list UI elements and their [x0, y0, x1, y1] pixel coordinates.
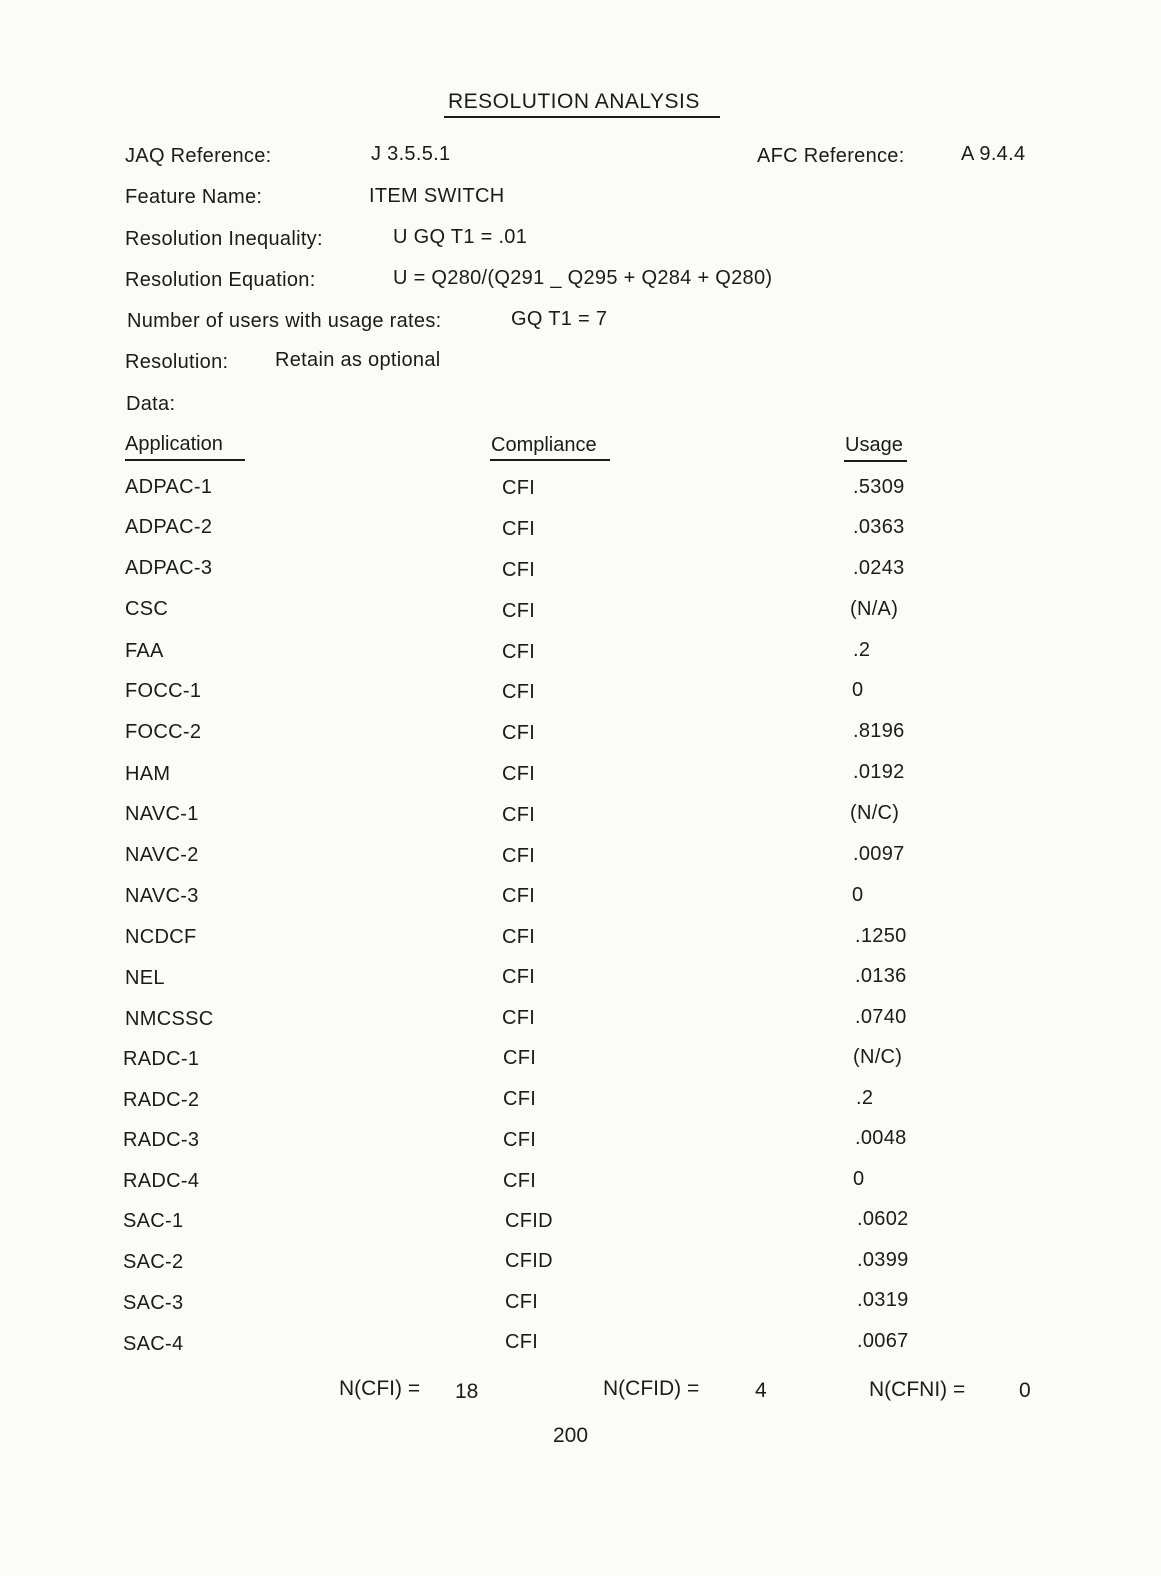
- users-count-label: Number of users with usage rates:: [127, 310, 442, 332]
- usage-cell: .0740: [855, 1006, 907, 1028]
- compliance-cell: CFI: [503, 1129, 537, 1151]
- compliance-cell: CFI: [502, 966, 536, 988]
- usage-cell: (N/A): [850, 598, 899, 620]
- compliance-cell: CFI: [502, 926, 536, 948]
- application-cell: ADPAC-1: [125, 476, 213, 498]
- application-cell: ADPAC-3: [125, 557, 213, 579]
- page-title: RESOLUTION ANALYSIS: [448, 90, 700, 113]
- application-cell: SAC-4: [123, 1333, 184, 1355]
- afc-reference-value: A 9.4.4: [961, 143, 1026, 165]
- application-cell: CSC: [125, 598, 169, 620]
- resolution-label: Resolution:: [125, 351, 229, 373]
- jaq-reference-value: J 3.5.5.1: [371, 143, 451, 165]
- cfid-count-value: 4: [755, 1379, 767, 1402]
- compliance-cell: CFI: [502, 518, 536, 540]
- usage-cell: .0243: [853, 557, 905, 579]
- feature-name-label: Feature Name:: [125, 186, 263, 208]
- compliance-cell: CFI: [505, 1291, 539, 1313]
- compliance-cell: CFI: [502, 681, 536, 703]
- application-cell: NAVC-2: [125, 844, 199, 866]
- application-header-underline: [125, 459, 245, 461]
- application-cell: SAC-3: [123, 1292, 184, 1314]
- application-cell: FOCC-1: [125, 680, 202, 702]
- afc-reference-label: AFC Reference:: [757, 145, 905, 167]
- usage-cell: .0136: [855, 965, 907, 987]
- usage-cell: .0192: [853, 761, 905, 783]
- compliance-cell: CFI: [502, 845, 536, 867]
- resolution-inequality-label: Resolution Inequality:: [125, 228, 323, 250]
- application-cell: ADPAC-2: [125, 516, 213, 538]
- cfi-count-value: 18: [455, 1380, 479, 1403]
- usage-cell: .2: [856, 1087, 874, 1109]
- usage-cell: .0363: [853, 516, 905, 538]
- page-number: 200: [553, 1424, 589, 1447]
- usage-cell: .5309: [853, 476, 905, 498]
- resolution-equation-label: Resolution Equation:: [125, 269, 316, 291]
- usage-cell: .1250: [855, 925, 907, 947]
- users-count-value: GQ T1 = 7: [511, 308, 608, 330]
- usage-cell: .0602: [857, 1208, 909, 1230]
- application-cell: FOCC-2: [125, 721, 202, 743]
- cfni-count-label: N(CFNI) =: [869, 1378, 966, 1401]
- usage-cell: .0048: [855, 1127, 907, 1149]
- usage-cell: .0067: [857, 1330, 909, 1352]
- usage-cell: 0: [852, 884, 864, 906]
- compliance-cell: CFI: [503, 1088, 537, 1110]
- usage-cell: .8196: [853, 720, 905, 742]
- resolution-inequality-value: U GQ T1 = .01: [393, 226, 528, 248]
- title-underline: [444, 116, 720, 118]
- compliance-cell: CFID: [505, 1210, 553, 1232]
- usage-cell: .0319: [857, 1289, 909, 1311]
- compliance-cell: CFI: [502, 641, 536, 663]
- column-header-application: Application: [125, 433, 223, 455]
- compliance-cell: CFID: [505, 1250, 553, 1272]
- usage-cell: .2: [853, 639, 871, 661]
- jaq-reference-label: JAQ Reference:: [125, 145, 272, 167]
- cfi-count-label: N(CFI) =: [339, 1377, 421, 1400]
- compliance-cell: CFI: [502, 559, 536, 581]
- compliance-cell: CFI: [503, 1047, 537, 1069]
- compliance-cell: CFI: [502, 1007, 536, 1029]
- application-cell: SAC-1: [123, 1210, 184, 1232]
- compliance-cell: CFI: [502, 600, 536, 622]
- application-cell: RADC-4: [123, 1170, 200, 1192]
- application-cell: NEL: [125, 967, 165, 989]
- application-cell: NAVC-3: [125, 885, 199, 907]
- application-cell: SAC-2: [123, 1251, 184, 1273]
- application-cell: NAVC-1: [125, 803, 199, 825]
- application-cell: NCDCF: [125, 926, 197, 948]
- application-cell: RADC-2: [123, 1089, 200, 1111]
- compliance-cell: CFI: [502, 477, 536, 499]
- application-cell: FAA: [125, 640, 164, 662]
- compliance-cell: CFI: [502, 885, 536, 907]
- column-header-usage: Usage: [845, 434, 903, 456]
- application-cell: RADC-3: [123, 1129, 200, 1151]
- compliance-cell: CFI: [502, 722, 536, 744]
- usage-cell: 0: [852, 679, 864, 701]
- application-cell: NMCSSC: [125, 1008, 214, 1030]
- cfid-count-label: N(CFID) =: [603, 1377, 700, 1400]
- usage-cell: .0097: [853, 843, 905, 865]
- compliance-cell: CFI: [505, 1331, 539, 1353]
- application-cell: HAM: [125, 763, 171, 785]
- usage-cell: (N/C): [850, 802, 900, 824]
- resolution-equation-value: U = Q280/(Q291 _ Q295 + Q284 + Q280): [393, 267, 773, 289]
- feature-name-value: ITEM SWITCH: [369, 185, 505, 207]
- application-cell: RADC-1: [123, 1048, 200, 1070]
- usage-cell: (N/C): [853, 1046, 903, 1068]
- compliance-header-underline: [490, 459, 610, 461]
- usage-cell: .0399: [857, 1249, 909, 1271]
- compliance-cell: CFI: [502, 763, 536, 785]
- compliance-cell: CFI: [502, 804, 536, 826]
- column-header-compliance: Compliance: [491, 434, 597, 456]
- usage-cell: 0: [853, 1168, 865, 1190]
- cfni-count-value: 0: [1019, 1379, 1031, 1402]
- data-label: Data:: [126, 393, 176, 415]
- resolution-value: Retain as optional: [275, 349, 441, 371]
- usage-header-underline: [844, 460, 907, 462]
- compliance-cell: CFI: [503, 1170, 537, 1192]
